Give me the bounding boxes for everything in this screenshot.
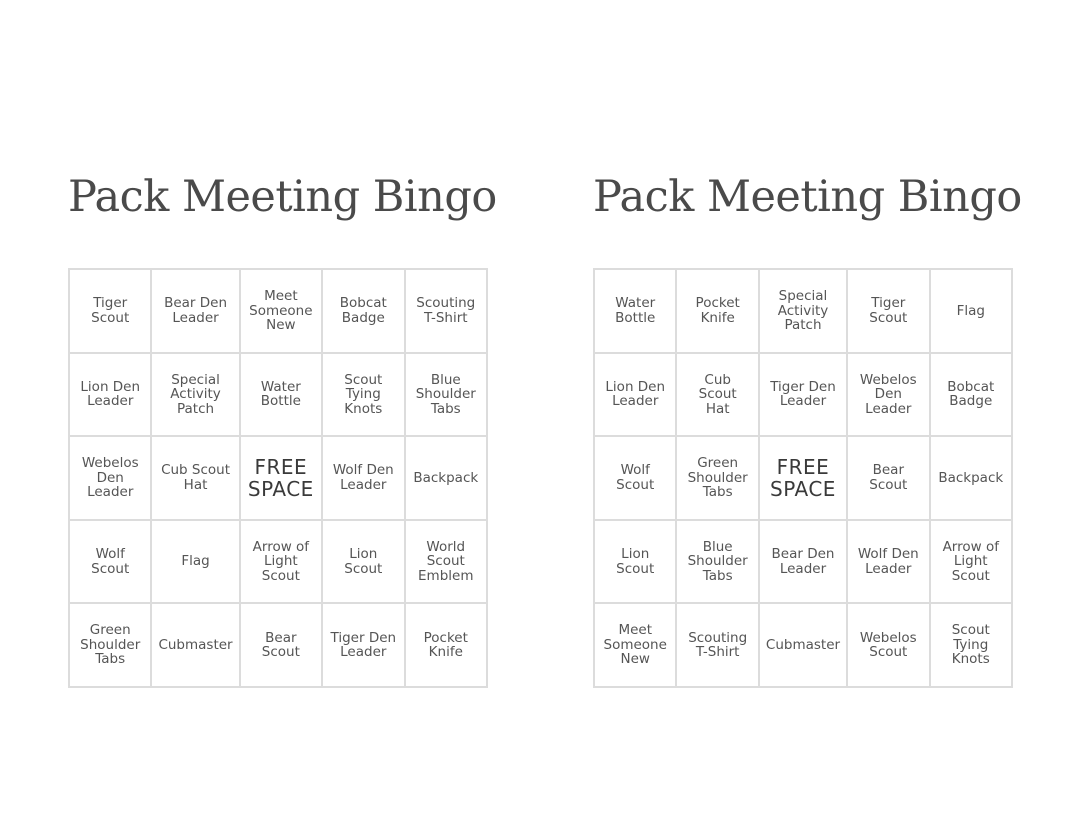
bingo-cell [406,521,488,605]
bingo-cell [241,270,323,354]
bingo-cell-label: Bobcat Badge [947,378,995,410]
bingo-cell [406,437,488,521]
bingo-cell-label: Meet Someone New [603,622,667,668]
bingo-cell [406,604,488,688]
free-space-cell [241,437,323,521]
bingo-cell [152,521,240,605]
bingo-cell [931,354,1013,438]
bingo-cell [323,521,405,605]
bingo-cell-label: Webelos Den Leader [81,455,139,501]
bingo-cell [760,354,848,438]
bingo-cell-label: Green Shoulder Tabs [80,622,141,668]
bingo-cell-label: Flag [956,302,985,319]
bingo-cell [152,354,240,438]
bingo-cell [595,521,677,605]
bingo-cell-label: Lion Scout [616,546,655,577]
bingo-cell-label: Scouting T-Shirt [688,629,748,661]
bingo-cell [848,354,930,438]
bingo-cell-label: Cubmaster [765,636,841,653]
bingo-cell-label: Lion Den Leader [80,378,141,410]
bingo-cell [595,354,677,438]
bingo-cell-label: Special Activity Patch [777,288,829,334]
bingo-cell-label: Special Activity Patch [170,371,221,417]
bingo-cell-label: Bear Scout [261,629,300,661]
bingo-cell-label: Cub Scout Hat [161,462,231,493]
bingo-cell [70,437,152,521]
bingo-cell-label: Tiger Den Leader [770,378,836,410]
bingo-cell [931,604,1013,688]
bingo-cell-label: Scout Tying Knots [344,371,383,417]
bingo-cell-label: Webelos Den Leader [859,371,917,417]
bingo-cell-label: Flag [181,553,210,570]
bingo-card-right [593,0,1022,835]
bingo-cell-label: Webelos Scout [859,629,917,661]
bingo-cell-label: Scout Tying Knots [951,622,990,668]
bingo-cell [241,354,323,438]
bingo-cell-label: Tiger Scout [91,295,130,326]
bingo-cell [152,270,240,354]
bingo-cell-label: Arrow of Light Scout [252,538,310,584]
bingo-cell [931,270,1013,354]
bingo-cell-label: Bobcat Badge [339,295,387,326]
bingo-cell-label: FREE SPACE [247,454,314,501]
bingo-cell-label: Pocket Knife [695,295,740,326]
bingo-cell-label: Lion Den Leader [605,378,666,410]
bingo-cell [760,521,848,605]
bingo-cell-label: Bear Den Leader [771,546,835,577]
bingo-cell [677,270,759,354]
bingo-cell-label: Water Bottle [615,295,656,326]
bingo-cell [595,437,677,521]
bingo-cell-label: Bear Den Leader [164,295,228,326]
bingo-cell [931,437,1013,521]
bingo-cell [70,521,152,605]
bingo-grid [593,268,1013,688]
bingo-cell [152,437,240,521]
bingo-cell [241,521,323,605]
bingo-cell-label: Pocket Knife [423,629,468,661]
bingo-cell-label: Scouting T-Shirt [416,295,476,326]
bingo-cell [323,437,405,521]
bingo-cell [848,270,930,354]
bingo-cell-label: Wolf Den Leader [332,462,394,493]
bingo-cell [70,354,152,438]
bingo-cell-label: Meet Someone New [249,288,313,334]
bingo-cell-label: Wolf Scout [91,546,130,577]
bingo-cell [323,604,405,688]
bingo-cell-label: FREE SPACE [770,454,836,501]
bingo-cell [595,604,677,688]
bingo-cell [323,270,405,354]
bingo-cell [152,604,240,688]
bingo-cell [406,354,488,438]
bingo-cell-label: Arrow of Light Scout [942,538,999,584]
bingo-cell [677,604,759,688]
card-title: Pack Meeting Bingo [68,172,497,222]
bingo-cell-label: Water Bottle [260,378,301,410]
bingo-cell-label: Backpack [413,469,479,486]
bingo-cell [931,521,1013,605]
bingo-cell [848,437,930,521]
bingo-cell [848,521,930,605]
bingo-cell-label: Lion Scout [344,546,383,577]
bingo-cell-label: Blue Shoulder Tabs [415,371,476,417]
bingo-cell-label: Wolf Den Leader [857,546,919,577]
bingo-grid [68,268,488,688]
bingo-cell [241,604,323,688]
bingo-cell [848,604,930,688]
bingo-cell [760,604,848,688]
free-space-cell [760,437,848,521]
bingo-cell [406,270,488,354]
bingo-cell-label: Wolf Scout [616,462,655,493]
bingo-cell-label: Cubmaster [158,636,233,653]
bingo-cell [323,354,405,438]
bingo-cell-label: Cub Scout Hat [698,371,737,417]
bingo-cell [70,604,152,688]
bingo-card-left [68,0,497,835]
bingo-cell [677,437,759,521]
bingo-cell-label: Tiger Den Leader [330,629,397,661]
card-title: Pack Meeting Bingo [593,172,1022,222]
bingo-cell [760,270,848,354]
bingo-cell-label: Backpack [938,469,1004,486]
bingo-cell [70,270,152,354]
bingo-cell [677,521,759,605]
bingo-cell-label: Green Shoulder Tabs [687,455,748,501]
bingo-cell-label: Blue Shoulder Tabs [687,538,748,584]
bingo-cell-label: World Scout Emblem [418,538,474,584]
bingo-cell [595,270,677,354]
bingo-cell-label: Bear Scout [869,462,908,493]
bingo-cell-label: Tiger Scout [869,295,908,326]
bingo-cell [677,354,759,438]
